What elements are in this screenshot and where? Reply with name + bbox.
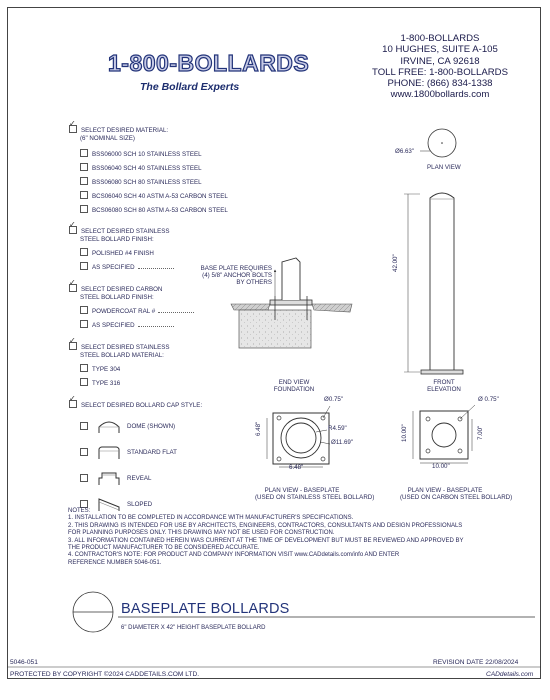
note-line: FOR PLANNING PURPOSES ONLY. THIS DRAWING MAY NOT BE USED FOR CONSTRUCTION. <box>68 530 335 537</box>
base-plate-note <box>186 265 272 286</box>
ss-finish-heading: SELECT DESIRED STAINLESS <box>81 228 170 235</box>
front-elevation-label <box>421 379 467 393</box>
note-line: 1. INSTALLATION TO BE COMPLETED IN ACCORDANCE WITH MANUFACTURER'S SPECIFICATIONS. <box>68 515 354 522</box>
cap-option: STANDARD FLAT <box>127 449 177 456</box>
plan-view-dim: Ø6.63" <box>395 148 415 155</box>
ss-material-option: TYPE 316 <box>92 380 121 387</box>
company-logo: 1-800-BOLLARDS <box>108 50 310 76</box>
material-option: BSS06040 SCH 40 STAINLESS STEEL <box>92 165 202 172</box>
ss-finish-option: AS SPECIFIED <box>92 264 135 271</box>
base-note-line: BY OTHERS <box>236 279 272 286</box>
front-label-line: FRONT <box>433 379 455 386</box>
ss-material-option: TYPE 304 <box>92 366 121 373</box>
ss-label-line: (USED ON STAINLESS STEEL BOLLARD) <box>255 494 375 501</box>
ss-baseplate-plan <box>267 406 330 467</box>
ss-side-dim: 6.48" <box>255 421 262 436</box>
note-line: THE PRODUCT MANUFACTURER TO BE CONSIDERED ACCURATE. <box>68 545 260 552</box>
cap-option: SLOPED <box>127 501 153 508</box>
cs-finish-heading: SELECT DESIRED CARBON <box>81 286 163 293</box>
cad-brand-link[interactable]: CADdetails.com <box>486 671 534 678</box>
notes-section <box>68 508 464 567</box>
height-dim: 42.00" <box>392 254 399 272</box>
ss-label-line: PLAN VIEW - BASEPLATE <box>264 487 340 494</box>
contact-line: TOLL FREE: 1-800-BOLLARDS <box>372 66 508 78</box>
reference-number: 5046-051 <box>10 659 38 666</box>
cs-finish-sub: STEEL BOLLARD FINISH: <box>80 294 154 301</box>
note-line: REFERENCE NUMBER 5046-051. <box>68 559 162 566</box>
front-label-line: ELEVATION <box>427 386 461 393</box>
copyright-notice: PROTECTED BY COPYRIGHT ©2024 CADDETAILS.COM LTD. <box>10 671 200 678</box>
cs-label-line: PLAN VIEW - BASEPLATE <box>407 487 483 494</box>
note-line: 2. THIS DRAWING IS INTENDED FOR USE BY ARCHITECTS, ENGINEERS, CONTRACTORS, CONSULTANTS AND DESIGN PROFESSIONALS <box>68 522 463 529</box>
ss-material-heading: SELECT DESIRED STAINLESS <box>81 344 170 351</box>
cs-plate-label <box>400 487 513 501</box>
base-note-line: BASE PLATE REQUIRES <box>200 265 272 272</box>
cs-hole-dim: Ø 0.75" <box>478 396 499 403</box>
revision-date: REVISION DATE 22/08/2024 <box>433 659 519 666</box>
cs-left-dim: 10.00" <box>401 424 408 442</box>
ss-finish-option: POLISHED #4 FINISH <box>92 250 154 257</box>
contact-line: 1-800-BOLLARDS <box>400 33 480 44</box>
cs-finish-option: AS SPECIFIED <box>92 322 135 329</box>
drawing-subtitle: 6" DIAMETER X 42" HEIGHT BASEPLATE BOLLARD <box>121 625 266 631</box>
end-view-line: END VIEW <box>278 379 310 386</box>
cs-bottom-dim: 10.00" <box>432 463 450 470</box>
material-option: BSS06080 SCH 80 STAINLESS STEEL <box>92 179 202 186</box>
cs-label-line: (USED ON CARBON STEEL BOLLARD) <box>400 494 513 501</box>
note-line: 3. ALL INFORMATION CONTAINED HEREIN WAS CURRENT AT THE TIME OF DEVELOPMENT BUT MUST BE REVIEWED AND APPROVED BY <box>68 537 464 544</box>
ss-radius-dim: R4.59" <box>328 425 347 432</box>
cap-option: REVEAL <box>127 475 152 482</box>
contact-website-link[interactable]: www.1800bollards.com <box>390 89 490 101</box>
plan-view-circle <box>420 129 456 157</box>
cs-inner-dim: 7.00" <box>477 425 484 440</box>
ss-plate-label <box>255 487 375 501</box>
note-line: 4. CONTRACTOR'S NOTE: FOR PRODUCT AND COMPANY INFORMATION VISIT www.CADdetails.com/info AND ENTER <box>68 552 400 559</box>
plan-view-label: PLAN VIEW <box>427 164 461 171</box>
company-tagline: The Bollard Experts <box>140 81 240 93</box>
cap-option: DOME (SHOWN) <box>127 423 176 430</box>
end-view-label <box>268 379 320 393</box>
ss-bottom-dim: 6.48" <box>289 464 304 471</box>
material-sub: (6" NOMINAL SIZE) <box>80 135 135 142</box>
material-option: BCS06040 SCH 40 ASTM A-53 CARBON STEEL <box>92 193 228 200</box>
ss-finish-sub: STEEL BOLLARD FINISH: <box>80 236 154 243</box>
ss-hole-dim: Ø0.75" <box>324 396 344 403</box>
material-heading: SELECT DESIRED MATERIAL: <box>81 127 169 134</box>
ss-material-sub: STEEL BOLLARD MATERIAL: <box>80 352 164 359</box>
contact-line: IRVINE, CA 92618 <box>400 55 480 67</box>
drawing-title: BASEPLATE BOLLARDS <box>121 601 290 617</box>
material-option: BSS06000 SCH 10 STAINLESS STEEL <box>92 151 202 158</box>
contact-line: 10 HUGHES, SUITE A-105 <box>382 44 498 56</box>
notes-heading: NOTES: <box>68 508 91 514</box>
ss-dia-dim: Ø11.69" <box>331 439 354 446</box>
cs-finish-option: POWDERCOAT RAL # <box>92 308 156 315</box>
cs-baseplate-plan <box>413 405 475 463</box>
contact-line: PHONE: (866) 834-1338 <box>387 78 493 90</box>
end-view-line: FOUNDATION <box>273 386 315 393</box>
base-note-line: (4) 5/8" ANCHOR BOLTS <box>202 272 272 279</box>
cap-heading: SELECT DESIRED BOLLARD CAP STYLE: <box>81 402 203 409</box>
front-elevation <box>404 193 463 374</box>
material-option: BCS06080 SCH 80 ASTM A-53 CARBON STEEL <box>92 207 228 214</box>
